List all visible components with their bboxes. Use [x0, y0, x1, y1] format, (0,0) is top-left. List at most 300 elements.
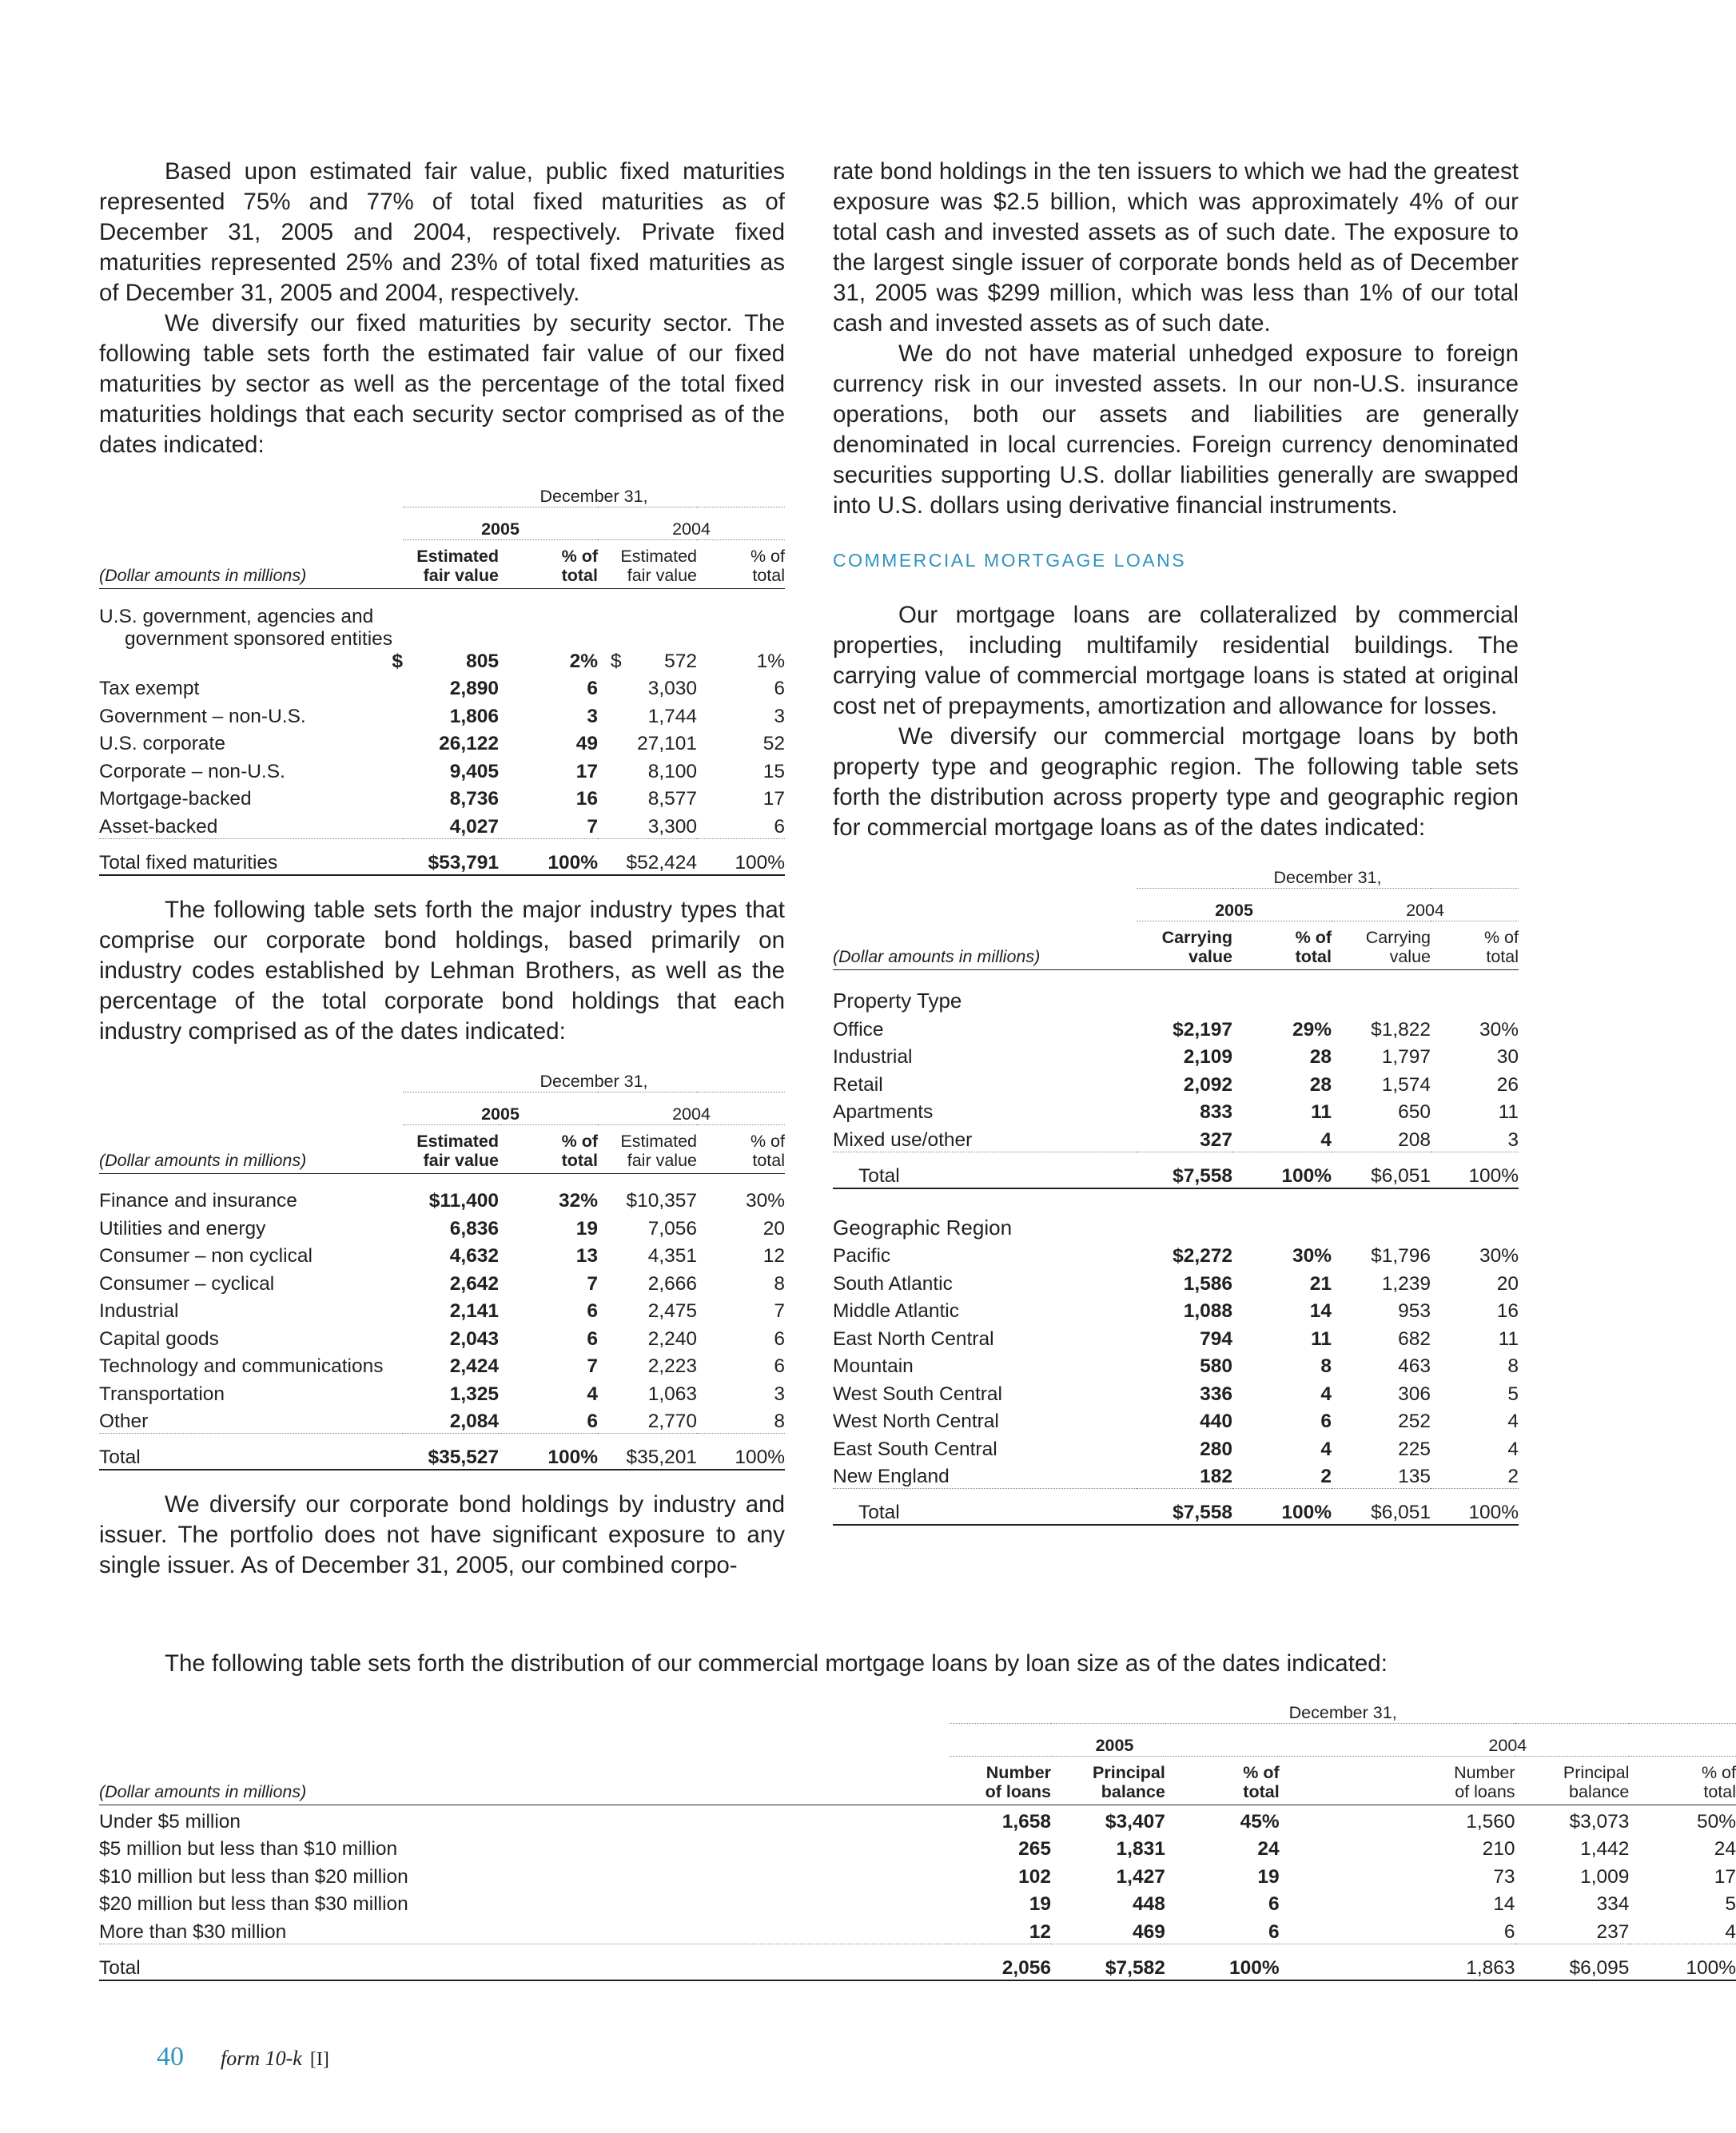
cell: 1,442	[1580, 1838, 1630, 1860]
unit-note: (Dollar amounts in millions)	[99, 1757, 950, 1805]
paragraph: Based upon estimated fair value, public fixed maturities represented 75% and 77% of total fixed maturities as of December 31, 2005 and 2004, respectively. Private fixed maturities represented 25% and 23% of total fixed maturities as of December 31, 2005 and 2004, respectively.	[99, 158, 785, 306]
cell: $2,197	[1173, 1018, 1232, 1041]
cell: 2	[1431, 1461, 1519, 1489]
paragraph: Our mortgage loans are collateralized by commercial properties, including multifamily residential buildings. The carrying value of commercial mortgage loans is stated at original cost net of prepayments, amortization and allowance for losses.	[833, 602, 1519, 719]
cell: 6	[587, 1327, 598, 1350]
row-label: $20 million but less than $30 million	[99, 1893, 408, 1915]
row-label: Mixed use/other	[833, 1124, 1137, 1152]
table-row	[99, 755, 785, 783]
row-label: Total	[833, 1489, 1137, 1526]
cell: 30	[1496, 1046, 1519, 1068]
table-row	[99, 1833, 1736, 1861]
table-row	[99, 1378, 785, 1406]
cell: $3,407	[1105, 1810, 1165, 1833]
column-header: value	[1389, 947, 1431, 966]
cell: 32%	[558, 1190, 598, 1212]
cell: 100%	[697, 1434, 785, 1470]
cell: 26,122	[439, 733, 499, 754]
table-row	[833, 1013, 1519, 1041]
cell: 19	[1257, 1865, 1280, 1888]
cell: 2,240	[647, 1327, 697, 1350]
footer-label: form 10-k	[221, 2047, 302, 2070]
cell: 1,574	[1381, 1073, 1431, 1096]
row-label: $10 million but less than $20 million	[99, 1865, 408, 1888]
table-row	[833, 1041, 1519, 1069]
column-header: Estimated	[620, 1131, 697, 1151]
row-label: Tax exempt	[99, 678, 200, 699]
row-label: East North Central	[833, 1327, 994, 1350]
table-row	[99, 728, 785, 756]
column-header: Carrying	[1365, 928, 1431, 947]
cell: $11,400	[428, 1190, 499, 1212]
column-header: % of	[1295, 928, 1332, 947]
cell: 30%	[1479, 1018, 1519, 1041]
table-row	[99, 783, 785, 811]
row-label: $5 million but less than $10 million	[99, 1838, 398, 1860]
cell: 334	[1596, 1893, 1630, 1915]
row-label: Industrial	[833, 1046, 913, 1068]
column-header: Estimated	[416, 1131, 499, 1151]
column-header: % of	[750, 1131, 785, 1151]
cell: 28	[1309, 1046, 1332, 1068]
cell: 24	[1714, 1838, 1736, 1860]
cell: 1,658	[1001, 1810, 1052, 1833]
cell: 12	[762, 1245, 785, 1267]
cell: 8	[774, 1272, 785, 1295]
row-label: More than $30 million	[99, 1916, 950, 1944]
table-row	[99, 1295, 785, 1323]
cell: 4,632	[449, 1245, 499, 1267]
cell: 5	[1507, 1383, 1519, 1405]
cell: 17	[1714, 1865, 1736, 1888]
table-row	[833, 1096, 1519, 1124]
paragraph: We diversify our corporate bond holdings by industry and issuer. The portfolio does not have significant exposure to any single issuer. As of December 31, 2005, our combined corpo-	[99, 1491, 785, 1578]
cell: 3	[774, 705, 785, 727]
loan-size-table	[99, 1701, 1736, 1981]
right-column	[833, 157, 1519, 1526]
cell: 28	[1309, 1073, 1332, 1096]
cell: 100%	[1431, 1152, 1519, 1188]
column-header: % of	[1243, 1763, 1280, 1782]
cell: 448	[1132, 1893, 1165, 1915]
column-header: % of	[1701, 1763, 1736, 1782]
cell: 8	[1507, 1355, 1519, 1377]
table-row	[99, 600, 785, 628]
table-row	[99, 1888, 1736, 1916]
cell: 135	[1332, 1461, 1431, 1489]
cell: 11	[1311, 1101, 1332, 1123]
year-header: 2004	[598, 1092, 785, 1124]
cell: 2,084	[403, 1406, 499, 1434]
year-header: 2005	[403, 507, 598, 540]
cell: 572	[664, 650, 697, 672]
cell: 4	[1320, 1383, 1332, 1405]
cell: 100%	[1165, 1944, 1280, 1980]
row-label: government sponsored entities	[125, 627, 393, 650]
row-label: New England	[833, 1461, 1137, 1489]
row-label: Total	[99, 1944, 950, 1980]
row-label: U.S. government, agencies and	[99, 605, 374, 627]
total-row	[833, 1489, 1519, 1526]
cell: 4	[1507, 1438, 1519, 1460]
cell: 6	[697, 810, 785, 838]
paragraph: The following table sets forth the distribution of our commercial mortgage loans by loan size as of the dates indicated:	[165, 1650, 1388, 1677]
cell: 2,475	[647, 1300, 697, 1322]
cell: 45%	[1240, 1810, 1280, 1833]
year-header: 2004	[598, 507, 785, 540]
cell: 100%	[499, 838, 598, 875]
row-label: Pacific	[833, 1245, 891, 1267]
column-header: fair value	[627, 566, 697, 585]
cell: 8,100	[647, 760, 697, 782]
cell: 1,063	[647, 1383, 697, 1405]
cell: 1,744	[647, 705, 697, 727]
column-header: fair value	[423, 566, 499, 585]
column-header: balance	[1569, 1782, 1630, 1801]
table-date-header: December 31,	[950, 1701, 1736, 1724]
table-row	[833, 1433, 1519, 1461]
total-row	[833, 1152, 1519, 1188]
cell: 49	[575, 733, 598, 754]
column-header: of loans	[985, 1782, 1052, 1801]
table-row	[99, 673, 785, 701]
cell: 805	[466, 650, 499, 672]
cell: 20	[1496, 1272, 1519, 1295]
column-header: Number	[985, 1763, 1052, 1782]
table-row	[99, 1916, 1736, 1944]
paragraph: rate bond holdings in the ten issuers to which we had the greatest exposure was $2.5 billion, which was approximately 4% of our total cash and invested assets as of such date. The exposure to the largest single issuer of corporate bonds held as of December 31, 2005 was $299 million, which was less than 1% of our total cash and invested assets as of such date.	[833, 158, 1519, 336]
cell: 6	[1320, 1411, 1332, 1432]
column-header: Carrying	[1161, 928, 1232, 947]
cell: 4	[1629, 1916, 1736, 1944]
total-row	[99, 838, 785, 875]
table-row	[833, 1351, 1519, 1379]
table-row	[99, 1240, 785, 1268]
unit-note: (Dollar amounts in millions)	[99, 1124, 403, 1173]
cell: 100%	[697, 838, 785, 875]
column-header: total	[561, 1150, 598, 1170]
cell: 306	[1398, 1383, 1431, 1405]
cell: 73	[1493, 1865, 1515, 1888]
table-row	[833, 1378, 1519, 1406]
column-header: Principal	[1093, 1763, 1165, 1782]
row-label: West South Central	[833, 1383, 1002, 1405]
cell: 1,586	[1183, 1272, 1232, 1295]
cell: 1,009	[1580, 1865, 1630, 1888]
cell: 252	[1398, 1411, 1431, 1432]
cell: 14	[1309, 1300, 1332, 1322]
cell: 440	[1200, 1411, 1232, 1432]
cell: 30%	[745, 1190, 785, 1212]
row-label: Consumer – non cyclical	[99, 1245, 313, 1267]
cell: 100%	[499, 1434, 598, 1470]
cell: 20	[762, 1217, 785, 1240]
row-label: Asset-backed	[99, 810, 403, 838]
cell: $7,582	[1051, 1944, 1165, 1980]
cell: 7	[587, 1272, 598, 1295]
row-label: Other	[99, 1406, 403, 1434]
cell: 19	[1029, 1893, 1052, 1915]
cell: $53,791	[403, 838, 499, 875]
table-row	[99, 1185, 785, 1213]
cell: 2,890	[449, 678, 499, 699]
section-heading: COMMERCIAL MORTGAGE LOANS	[833, 550, 1187, 571]
row-label: Retail	[833, 1073, 883, 1096]
cell: 14	[1493, 1893, 1515, 1915]
column-header: Principal	[1563, 1763, 1630, 1782]
row-label: Office	[833, 1018, 884, 1041]
footer-label-suffix: [I]	[309, 2049, 329, 2070]
table-row	[99, 1406, 785, 1434]
cell: 182	[1137, 1461, 1232, 1489]
cell: 15	[762, 760, 785, 782]
year-header: 2004	[1332, 889, 1519, 921]
column-header: total	[1243, 1782, 1280, 1801]
cell: 2,043	[449, 1327, 499, 1350]
column-header: Estimated	[620, 547, 697, 566]
cell: 30%	[1479, 1245, 1519, 1267]
cell: $6,051	[1332, 1489, 1431, 1526]
cell: $10,357	[626, 1190, 697, 1212]
cell: 2,770	[598, 1406, 697, 1434]
cell: 1,088	[1183, 1300, 1232, 1322]
cell: 3,030	[647, 678, 697, 699]
cell: 2,666	[647, 1272, 697, 1295]
cell: 2,642	[449, 1272, 499, 1295]
cell: 4	[1507, 1411, 1519, 1432]
cell: 4	[587, 1383, 598, 1405]
page-footer	[157, 2042, 329, 2072]
row-label: Middle Atlantic	[833, 1300, 959, 1322]
row-label: Finance and insurance	[99, 1190, 297, 1212]
cell: $6,095	[1515, 1944, 1630, 1980]
column-header: Estimated	[416, 547, 499, 566]
cell: 1,239	[1381, 1272, 1431, 1295]
table-row	[99, 1323, 785, 1351]
cell: 2,141	[449, 1300, 499, 1322]
cell: 2	[1232, 1461, 1332, 1489]
cell: 50%	[1696, 1810, 1736, 1833]
fixed-maturities-table	[99, 484, 785, 876]
row-label: West North Central	[833, 1411, 999, 1432]
column-header: fair value	[423, 1150, 499, 1170]
cell: 52	[762, 733, 785, 754]
column-header: total	[752, 566, 785, 585]
year-header: 2005	[403, 1092, 598, 1124]
cell: 794	[1200, 1327, 1232, 1350]
column-header: of loans	[1455, 1782, 1515, 1801]
table-row	[99, 1351, 785, 1379]
cell: $52,424	[598, 838, 697, 875]
cell: 102	[1018, 1865, 1052, 1888]
cell: 7	[587, 1355, 598, 1377]
table-row	[833, 1240, 1519, 1268]
row-label: Industrial	[99, 1300, 179, 1322]
cell: $35,201	[598, 1434, 697, 1470]
cell: $7,558	[1137, 1152, 1232, 1188]
paragraph: We diversify our fixed maturities by security sector. The following table sets forth the estimated fair value of our fixed maturities by sector as well as the percentage of the total fixed maturities holdings that each security sector comprised as of the dates indicated:	[99, 310, 785, 458]
row-label: Capital goods	[99, 1327, 219, 1350]
column-header: total	[1703, 1782, 1736, 1801]
cell: 6	[587, 1300, 598, 1322]
table-row	[833, 1406, 1519, 1434]
year-header: 2005	[1137, 889, 1332, 921]
cell: 6	[774, 678, 785, 699]
cell: 11	[1498, 1327, 1519, 1350]
cell: 2,424	[449, 1355, 499, 1377]
table-date-header: December 31,	[403, 484, 785, 507]
cell: 17	[762, 788, 785, 810]
currency: $	[611, 650, 622, 672]
cell: 16	[1496, 1300, 1519, 1322]
year-header: 2005	[950, 1724, 1279, 1757]
row-label: Total	[833, 1152, 1137, 1188]
cell: 463	[1398, 1355, 1431, 1377]
cell: 682	[1398, 1327, 1431, 1350]
cell: 469	[1051, 1916, 1165, 1944]
cell: 208	[1332, 1124, 1431, 1152]
cell: 6	[499, 1406, 598, 1434]
cell: 7,056	[647, 1217, 697, 1240]
cell: 1,797	[1381, 1046, 1431, 1068]
paragraph: We do not have material unhedged exposure to foreign currency risk in our invested assets. In our non-U.S. insurance operations, both our assets and liabilities are generally denominated in local currencies. Foreign currency denominated securities supporting U.S. dollar liabilities generally are swapped into U.S. dollars using derivative financial instruments.	[833, 340, 1519, 519]
column-header: fair value	[627, 1150, 697, 1170]
cell: 5	[1725, 1893, 1736, 1915]
cell: 2,223	[647, 1355, 697, 1377]
column-header: total	[1486, 947, 1519, 966]
unit-note: (Dollar amounts in millions)	[833, 921, 1137, 970]
row-label: Utilities and energy	[99, 1217, 266, 1240]
column-header: % of	[1483, 928, 1519, 947]
year-header: 2004	[1280, 1724, 1736, 1757]
cell: 8,736	[449, 788, 499, 810]
cell: 4	[1232, 1124, 1332, 1152]
table-row	[833, 1124, 1519, 1152]
column-header: balance	[1101, 1782, 1165, 1801]
table-row	[99, 810, 785, 838]
cell: 7	[499, 810, 598, 838]
cell: 17	[575, 760, 598, 782]
cell: 1,806	[449, 705, 499, 727]
table-row	[99, 1212, 785, 1240]
row-label: Consumer – cyclical	[99, 1272, 275, 1295]
paragraph: The following table sets forth the major industry types that comprise our corporate bond holdings, based primarily on industry codes established by Lehman Brothers, as well as the percentage of the total corporate bond holdings that each industry comprised as of the dates indicated:	[99, 896, 785, 1045]
cell: 6	[774, 1355, 785, 1377]
row-label: Total	[99, 1434, 403, 1470]
cell: 833	[1200, 1101, 1232, 1123]
cell: $7,558	[1137, 1489, 1232, 1526]
cell: 100%	[1232, 1489, 1332, 1526]
cell: 11	[1311, 1327, 1332, 1350]
column-header: Number	[1454, 1763, 1515, 1782]
cell: 16	[575, 788, 598, 810]
cell: 21	[1309, 1272, 1332, 1295]
table-row	[833, 1461, 1519, 1489]
table-row	[833, 1068, 1519, 1096]
unit-note: (Dollar amounts in millions)	[99, 540, 403, 589]
total-row	[99, 1434, 785, 1470]
cell: 27,101	[637, 733, 697, 754]
cell: 953	[1398, 1300, 1431, 1322]
cell: 26	[1496, 1073, 1519, 1096]
column-header: % of	[561, 547, 598, 566]
cell: $1,822	[1371, 1018, 1431, 1041]
column-header: total	[1295, 947, 1332, 966]
column-header: value	[1189, 947, 1232, 966]
cell: 3,300	[598, 810, 697, 838]
cell: 13	[575, 1245, 598, 1267]
left-column	[99, 157, 785, 1581]
cell: 1%	[756, 650, 785, 672]
row-label: East South Central	[833, 1438, 997, 1460]
cell: 1,325	[449, 1383, 499, 1405]
cell: 6	[1280, 1916, 1515, 1944]
cell: 2%	[569, 650, 598, 672]
currency: $	[392, 650, 403, 672]
total-row	[99, 1944, 1736, 1980]
table-date-header: December 31,	[1137, 866, 1519, 889]
table-row	[99, 628, 785, 673]
cell: $2,272	[1173, 1245, 1232, 1267]
cell: 7	[774, 1300, 785, 1322]
mortgage-loans-table	[833, 866, 1519, 1526]
paragraph: We diversify our commercial mortgage loans by both property type and geographic region. The following table sets forth the distribution across property type and geographic region for commercial mortgage loans as of the dates indicated:	[833, 723, 1519, 841]
row-label: Mortgage-backed	[99, 788, 252, 810]
cell: 11	[1498, 1101, 1519, 1123]
table-row	[99, 1805, 1736, 1833]
table-row	[833, 1267, 1519, 1295]
cell: 8	[1320, 1355, 1332, 1377]
cell: 4,351	[647, 1245, 697, 1267]
section-label: Geographic Region	[833, 1215, 1013, 1240]
row-label: Apartments	[833, 1101, 934, 1123]
cell: 1,831	[1116, 1838, 1165, 1860]
cell: 1,560	[1466, 1810, 1515, 1833]
cell: 9,405	[449, 760, 499, 782]
cell: 280	[1200, 1438, 1232, 1460]
row-label: Transportation	[99, 1383, 225, 1405]
cell: $3,073	[1569, 1810, 1630, 1833]
table-row	[99, 1860, 1736, 1888]
table-row	[833, 1295, 1519, 1323]
cell: 1,863	[1280, 1944, 1515, 1980]
table-row	[99, 1267, 785, 1295]
page-number: 40	[157, 2042, 184, 2071]
table-row	[99, 700, 785, 728]
column-header: total	[561, 566, 598, 585]
section-label: Property Type	[833, 989, 962, 1013]
row-label: U.S. corporate	[99, 733, 225, 754]
cell: 19	[575, 1217, 598, 1240]
cell: 3	[774, 1383, 785, 1405]
cell: 3	[1431, 1124, 1519, 1152]
row-label: Total fixed maturities	[99, 838, 403, 875]
row-label: Mountain	[833, 1355, 914, 1377]
cell: 4,027	[403, 810, 499, 838]
cell: 336	[1200, 1383, 1232, 1405]
cell: 2,109	[1183, 1046, 1232, 1068]
cell: 6	[774, 1327, 785, 1350]
cell: 210	[1482, 1838, 1515, 1860]
cell: 4	[1320, 1438, 1332, 1460]
cell: 2,092	[1183, 1073, 1232, 1096]
row-label: South Atlantic	[833, 1272, 953, 1295]
cell: 24	[1257, 1838, 1280, 1860]
cell: 1,427	[1116, 1865, 1165, 1888]
cell: 100%	[1629, 1944, 1736, 1980]
row-label: Under $5 million	[99, 1810, 241, 1833]
cell: 327	[1137, 1124, 1232, 1152]
